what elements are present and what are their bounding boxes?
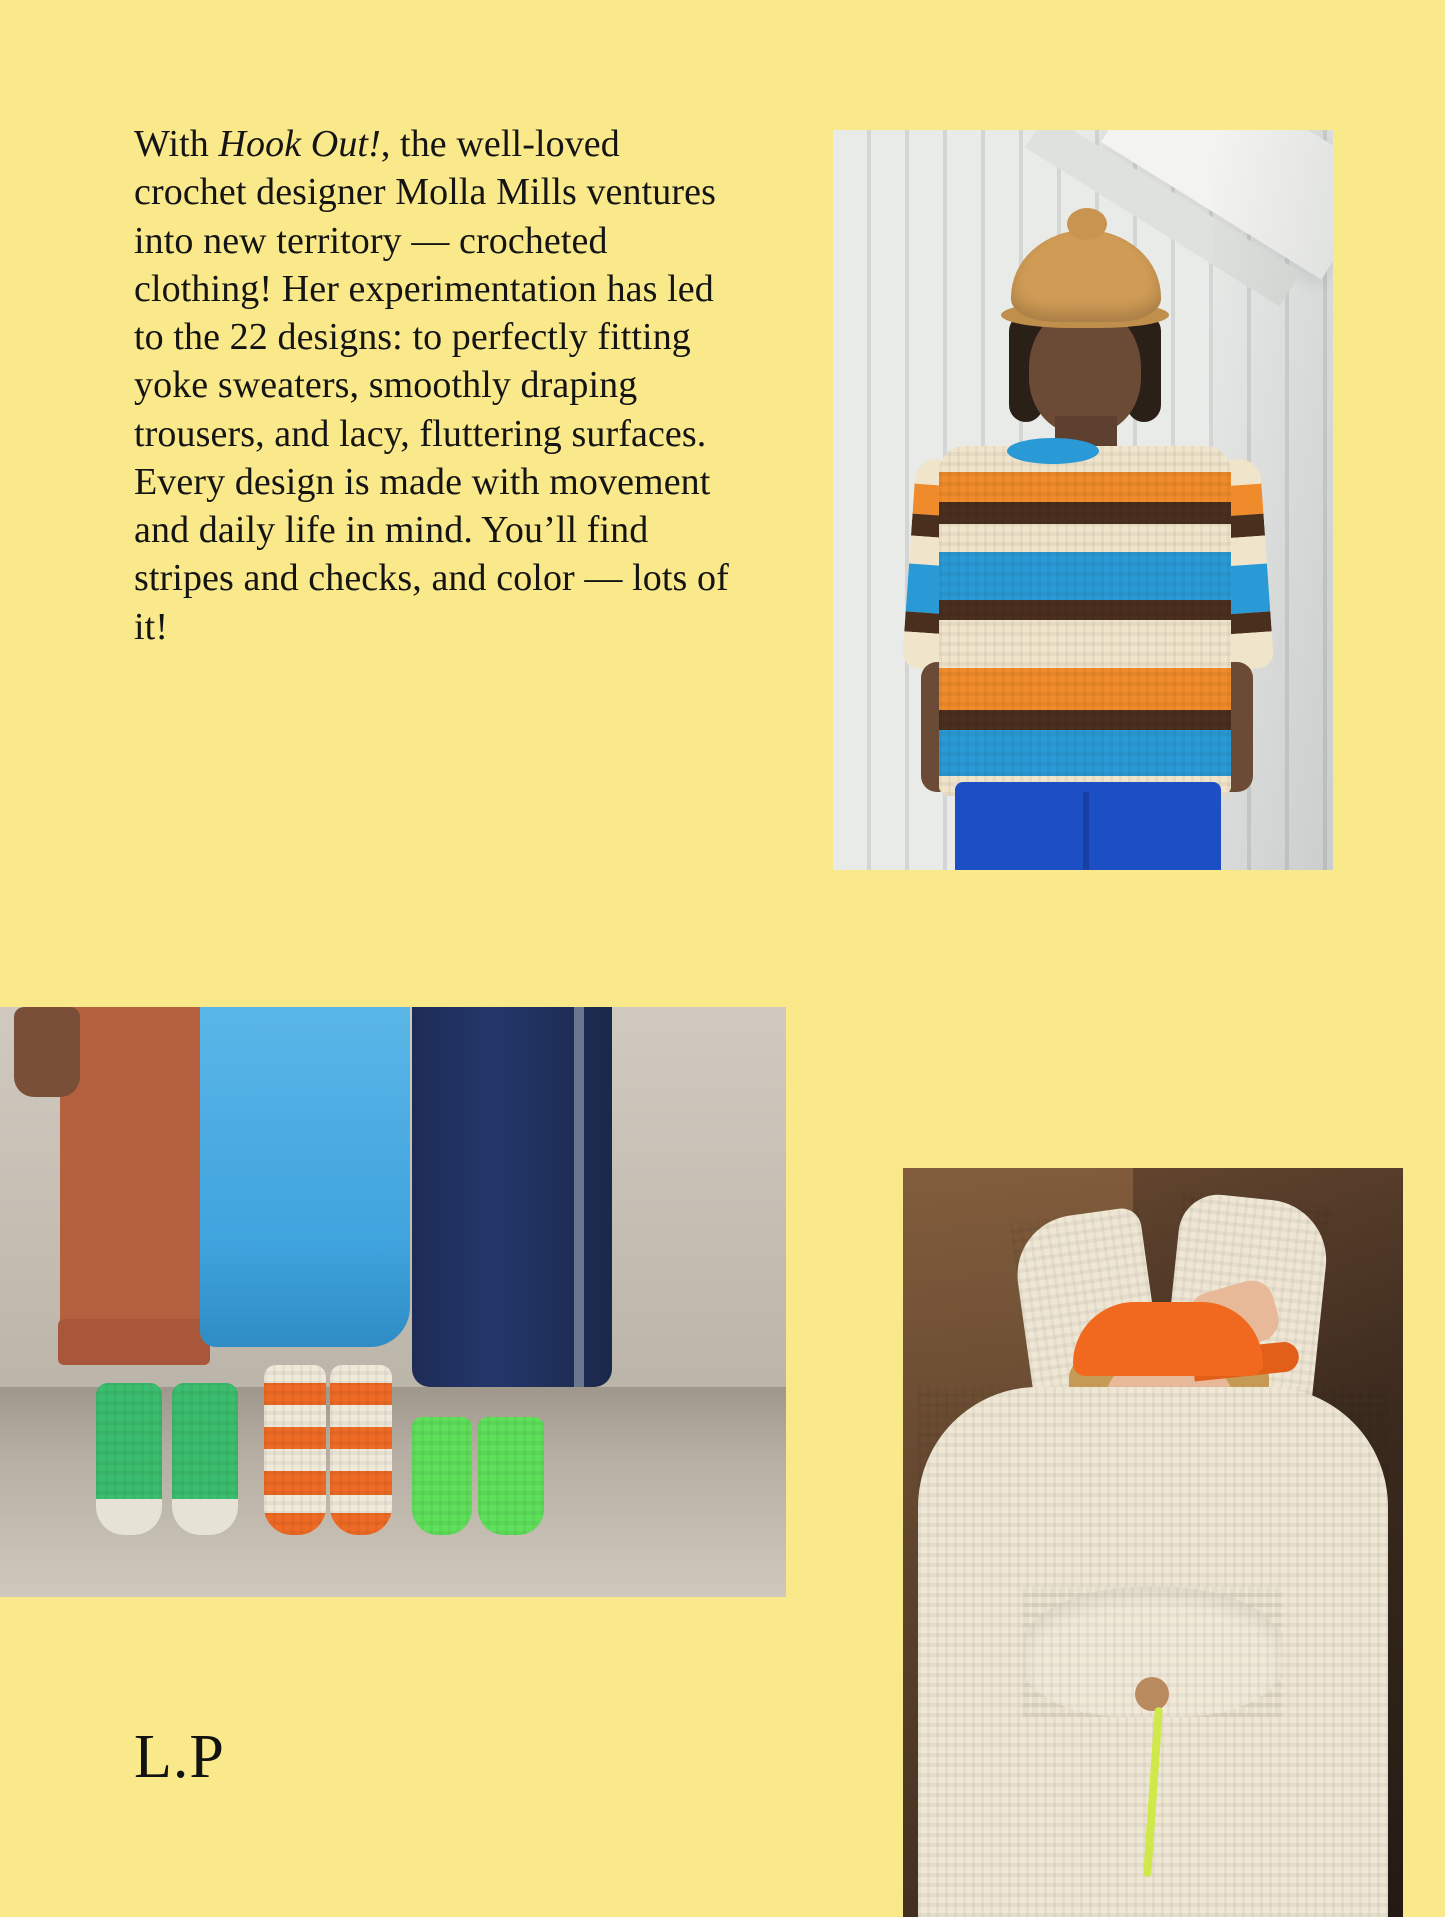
photo-cream-sweater xyxy=(903,1168,1403,1917)
rust-trouser-leg xyxy=(60,1007,208,1337)
navy-track-pants xyxy=(412,1007,612,1387)
photo-striped-sweater xyxy=(833,130,1333,870)
model-figure xyxy=(903,210,1263,870)
intro-paragraph xyxy=(134,120,734,651)
sweater-stripe xyxy=(939,600,1231,620)
crochet-beanie xyxy=(1011,230,1161,322)
rust-trouser-cuff xyxy=(58,1319,210,1365)
sock-striped-left xyxy=(264,1365,326,1535)
sweater-stripe xyxy=(939,552,1231,600)
sweater-stripe xyxy=(939,668,1231,710)
sweater-collar xyxy=(1007,438,1099,464)
drawstring-toggle xyxy=(1135,1677,1169,1711)
book-title-italic: Hook Out! xyxy=(218,123,381,165)
intro-text-part-1: With xyxy=(134,123,219,165)
sock-green-left xyxy=(96,1383,162,1535)
sock-lime-left xyxy=(412,1417,472,1535)
sock-lime-right xyxy=(478,1417,544,1535)
hand xyxy=(14,1007,80,1097)
sweater-stripe xyxy=(939,472,1231,502)
sock-green-right xyxy=(172,1383,238,1535)
sock-striped-right xyxy=(330,1365,392,1535)
publisher-logo: L.P xyxy=(134,1723,225,1791)
photo-crochet-socks xyxy=(0,1007,786,1597)
sweater-stripe xyxy=(939,620,1231,668)
sweater-stripe xyxy=(939,710,1231,730)
blue-skirt xyxy=(200,1007,410,1347)
intro-text-part-2: , the well-loved crochet designer Molla Mills ventures into new territory — crocheted clothing! Her experimentation has led to the 22 designs: to perfectly fitting yoke sweaters, smoothly draping trousers, and lacy, fluttering surfaces. Every design is made with movement and daily life in mind. You’ll find stripes and checks, and color — lots of it! xyxy=(134,123,729,648)
striped-sweater-body xyxy=(939,446,1231,796)
sweater-stripe xyxy=(939,502,1231,524)
orange-cap xyxy=(1073,1302,1263,1376)
sweater-stripe xyxy=(939,524,1231,552)
sweater-stripe xyxy=(939,730,1231,776)
blue-trousers xyxy=(955,782,1221,870)
